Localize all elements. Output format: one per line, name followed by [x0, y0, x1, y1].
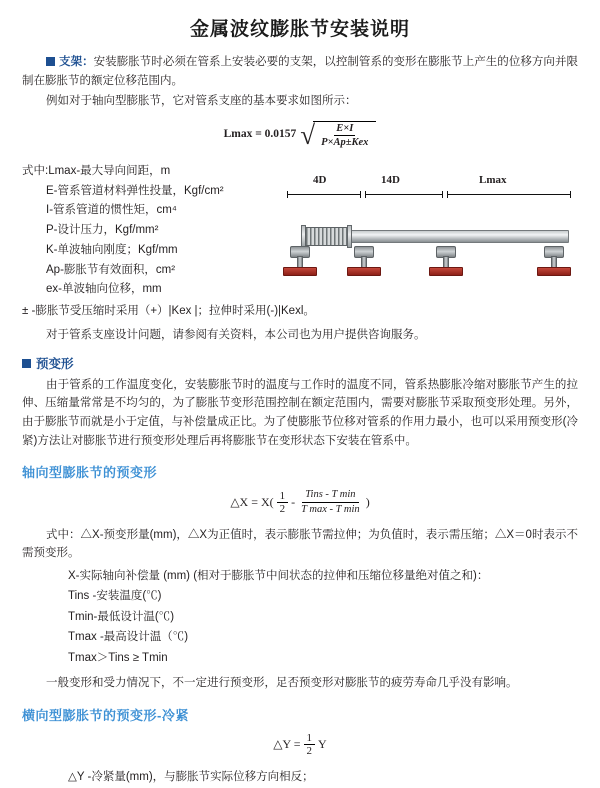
- support-icon: [537, 246, 571, 276]
- lateral-equation-frac-denominator: 2: [306, 744, 313, 757]
- axial-equation-ratio-denominator: T max - T min: [301, 503, 360, 515]
- axial-term-item: Tins -安装温度(℃): [68, 590, 162, 603]
- bellow-cap-right-icon: [347, 225, 352, 248]
- figure-label-14d: 14D: [381, 173, 400, 186]
- dimension-line-4d: [287, 194, 361, 195]
- lateral-equation-rhs: Y: [318, 736, 327, 751]
- bellows-expansion-joint-icon: [305, 227, 349, 246]
- predeform-section-heading: [22, 354, 578, 372]
- blue-square-marker-icon: [46, 57, 55, 66]
- piping-support-figure: [283, 174, 575, 284]
- bracket-section-heading: [22, 53, 578, 90]
- figure-dimension-labels: [283, 174, 575, 190]
- figure-label-4d: 4D: [313, 173, 327, 186]
- bracket-heading-text: 支架：: [59, 56, 94, 68]
- definition-item: P-设计压力，Kgf/mm²: [46, 224, 159, 237]
- axial-equation-ratio-numerator: Tins - T min: [302, 489, 358, 503]
- radical-icon: √: [300, 119, 316, 150]
- bracket-example-text: 例如对于轴向型膨胀节，它对管系支座的基本要求如图所示：: [46, 95, 357, 108]
- support-icon: [347, 246, 381, 276]
- lateral-explain-text: △Y -冷紧量(mm)，与膨胀节实际位移方向相反；: [68, 771, 314, 784]
- axial-equation-rhs: ): [365, 494, 370, 509]
- axial-term-item: Tmax -最高设计温（℃): [68, 631, 189, 644]
- blue-square-marker-icon: [22, 359, 31, 368]
- formula-lmax-denominator: P×Ap±Kex: [321, 136, 369, 148]
- axial-equation-lhs: △X = X(: [230, 494, 274, 509]
- formula-lmax: [22, 121, 578, 148]
- definition-item: 式中:Lmax-最大导向间距，m: [22, 164, 171, 177]
- axial-note-text: 一般变形和受力情况下，不一定进行预变形，足否预变形对膨胀节的疲劳寿命几乎没有影响。: [46, 677, 518, 690]
- definition-item: K-单波轴向刚度；Kgf/mm: [46, 243, 178, 256]
- lateral-predeform-equation: [22, 732, 578, 757]
- page-title: 金属波纹膨胀节安装说明: [189, 19, 410, 40]
- support-icon: [429, 246, 463, 276]
- axial-equation-frac-denominator: 2: [279, 502, 286, 515]
- axial-explain-text: 式中：△X-预变形量(mm)，△X为正值时，表示膨胀节需拉伸；为负值时，表示需压缩；△X＝0时表示不需预变形。: [22, 528, 578, 560]
- lateral-explain-list: [22, 767, 578, 787]
- figure-label-lmax: Lmax: [479, 173, 507, 186]
- lateral-predeform-heading: 横向型膨胀节的预变形-冷紧: [22, 707, 189, 723]
- definition-item: E-管系管道材料弹性投量，Kgf/cm²: [46, 184, 224, 197]
- axial-equation-frac-numerator: 1: [277, 490, 289, 503]
- axial-terms-list: [22, 566, 578, 668]
- axial-term-item: Tmin-最低设计温(℃): [68, 610, 175, 623]
- axial-term-item: X-实际轴向补偿量 (mm) (相对于膨胀节中间状态的拉伸和压缩位移量绝对值之和)：: [68, 569, 489, 582]
- formula-lmax-radical-group: [300, 121, 376, 148]
- definitions-and-figure-row: [22, 156, 578, 300]
- definition-item: ex-单波轴向位移，mm: [46, 283, 162, 296]
- axial-equation-minus: -: [291, 494, 296, 509]
- definition-item: Ap-膨胀节有效面积，cm²: [46, 263, 176, 276]
- pipe-assembly-illustration: [283, 204, 575, 276]
- predeform-paragraph: 由于管系的工作温度变化，安装膨胀节时的温度与工作时的温度不同，管系热膨胀冷缩对膨胀节产生的拉伸、压缩量常常是不均匀的，为了膨胀节变形范围控制在额定范围内，需要对膨胀节采取预变形处理。另外，由于膨胀节而就是小于定值，与补偿量成正比。为了使膨胀节位移对管系的作用力最小，也可以采用预变形(冷紧)方法让对膨胀节进行预变形处理后再将膨胀节在变形状态下安装在管系中。: [22, 378, 578, 447]
- axial-predeform-heading: 轴向型膨胀节的预变形: [22, 465, 158, 481]
- definition-item: I-管系管道的惯性矩，cm⁴: [46, 204, 177, 217]
- formula-lmax-lhs: Lmax = 0.0157: [223, 128, 297, 141]
- lateral-equation-frac-numerator: 1: [304, 732, 316, 745]
- definition-note-row: [22, 302, 578, 322]
- consult-paragraph: 对于管系支座设计问题，请参阅有关资料，本公司也为用户提供咨询服务。: [46, 329, 426, 341]
- lateral-equation-lhs: △Y =: [273, 736, 301, 751]
- dimension-line-14d: [365, 194, 443, 195]
- axial-predeform-equation: [22, 489, 578, 516]
- definitions-list: [22, 162, 287, 300]
- definition-item: ± -膨胀节受压缩时采用（+）|Kex |；拉伸时采用(-)|Kexl。: [22, 305, 315, 318]
- document-page: [0, 14, 600, 784]
- dimension-line-lmax: [447, 194, 571, 195]
- axial-term-item: Tmax＞Tins ≥ Tmin: [68, 651, 168, 664]
- formula-lmax-numerator: E×I: [336, 122, 354, 134]
- bracket-paragraph-text: 安装膨胀节时必须在管系上安装必要的支架，以控制管系的变形在膨胀节上产生的位移方向并限制在膨胀节的额定位移范围内。: [22, 56, 579, 87]
- predeform-heading-text: 预变形: [36, 356, 74, 371]
- support-icon: [283, 246, 317, 276]
